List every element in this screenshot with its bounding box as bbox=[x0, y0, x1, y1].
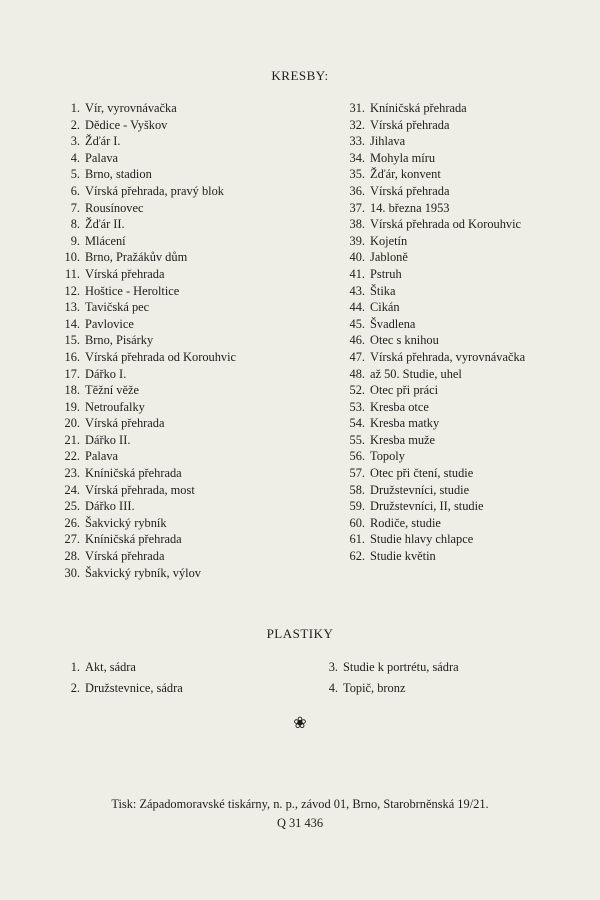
item-number: 53. bbox=[349, 399, 365, 414]
item-number: 41. bbox=[349, 266, 365, 281]
list-item bbox=[52, 183, 312, 200]
list-item bbox=[320, 515, 590, 532]
item-number: 43. bbox=[349, 283, 365, 298]
item-title: Vírská přehrada, vyrovnávačka bbox=[370, 349, 526, 364]
list-item bbox=[320, 415, 590, 432]
item-number: 11. bbox=[64, 266, 80, 281]
item-number: 6. bbox=[70, 183, 80, 198]
list-item bbox=[320, 366, 590, 383]
item-number: 62. bbox=[349, 549, 365, 564]
item-title: Vírská přehrada od Korouhvic bbox=[85, 349, 237, 364]
list-item bbox=[320, 332, 590, 349]
list-item bbox=[52, 150, 312, 167]
item-number: 59. bbox=[349, 499, 365, 514]
list-item bbox=[52, 249, 312, 266]
item-title: Rodiče, studie bbox=[370, 515, 441, 530]
list-item bbox=[52, 266, 312, 283]
list-item bbox=[52, 465, 312, 482]
item-number: 2. bbox=[70, 681, 80, 695]
item-title: Kresba otce bbox=[370, 399, 429, 414]
item-number: 40. bbox=[349, 250, 365, 265]
item-title: Otec s knihou bbox=[370, 333, 439, 348]
item-title: Dářko I. bbox=[85, 366, 127, 381]
item-title: Šakvický rybník bbox=[85, 515, 167, 530]
item-title: Vírská přehrada bbox=[85, 266, 165, 281]
item-number: 14. bbox=[64, 316, 80, 331]
item-number: 26. bbox=[64, 515, 80, 530]
list-item bbox=[320, 200, 590, 217]
item-title: Topič, bronz bbox=[343, 681, 406, 695]
item-number: 12. bbox=[64, 283, 80, 298]
list-item bbox=[52, 233, 312, 250]
list-item bbox=[320, 100, 590, 117]
list-item bbox=[52, 283, 312, 300]
item-title: Vírská přehrada bbox=[85, 416, 165, 431]
list-item bbox=[52, 216, 312, 233]
item-title: Otec při práci bbox=[370, 383, 439, 398]
item-number: 15. bbox=[64, 333, 80, 348]
item-number: 8. bbox=[70, 217, 80, 232]
item-title: Vírská přehrada bbox=[370, 183, 450, 198]
item-number: 36. bbox=[349, 183, 365, 198]
item-title: Družstevníci, studie bbox=[370, 482, 470, 497]
list-item bbox=[320, 183, 590, 200]
item-title: Kníničská přehrada bbox=[370, 101, 467, 115]
item-number: 55. bbox=[349, 432, 365, 447]
list-item bbox=[52, 366, 312, 383]
item-title: Družstevníci, II, studie bbox=[370, 499, 484, 514]
item-number: 7. bbox=[70, 200, 80, 215]
item-title: Kníničská přehrada bbox=[85, 466, 182, 481]
item-title: Žďár, konvent bbox=[370, 167, 441, 182]
list-item bbox=[52, 349, 312, 366]
imprint-line: Tisk: Západomoravské tiskárny, n. p., závod 01, Brno, Starobrněnská 19/21. bbox=[111, 797, 489, 811]
plastiky-heading: PLASTIKY bbox=[266, 626, 334, 641]
item-title: Kníničská přehrada bbox=[85, 532, 182, 547]
item-title: Brno, Pisárky bbox=[85, 333, 154, 348]
list-item bbox=[52, 565, 312, 582]
item-number: 27. bbox=[64, 532, 80, 547]
item-number: 22. bbox=[64, 449, 80, 464]
list-item bbox=[320, 283, 590, 300]
item-number: 25. bbox=[64, 499, 80, 514]
list-item bbox=[320, 498, 590, 515]
item-title: Brno, stadion bbox=[85, 167, 152, 182]
list-item bbox=[52, 117, 312, 134]
list-item bbox=[52, 332, 312, 349]
item-number: 48. bbox=[349, 366, 365, 381]
item-title: Vírská přehrada bbox=[85, 549, 165, 564]
item-number: 45. bbox=[349, 316, 365, 331]
item-number: 46. bbox=[349, 333, 365, 348]
list-item bbox=[320, 133, 590, 150]
print-code: Q 31 436 bbox=[276, 816, 324, 830]
list-item bbox=[310, 657, 459, 678]
list-item bbox=[52, 399, 312, 416]
item-title: 14. března 1953 bbox=[370, 200, 450, 215]
item-title: Mohyla míru bbox=[370, 150, 436, 165]
printer-imprint bbox=[0, 795, 600, 833]
kresby-heading: KRESBY: bbox=[271, 68, 329, 83]
list-item bbox=[52, 415, 312, 432]
list-item bbox=[52, 432, 312, 449]
item-number: 54. bbox=[349, 416, 365, 431]
list-item bbox=[52, 299, 312, 316]
item-title: Rousínovec bbox=[85, 200, 144, 215]
list-item bbox=[320, 399, 590, 416]
item-number: 30. bbox=[64, 565, 80, 580]
item-title: Žďár I. bbox=[85, 134, 121, 149]
plastiky-list-left bbox=[52, 657, 183, 699]
list-item bbox=[52, 531, 312, 548]
item-title: Studie k portrétu, sádra bbox=[343, 660, 459, 674]
list-item bbox=[320, 316, 590, 333]
item-number: 52. bbox=[349, 383, 365, 398]
list-item bbox=[52, 498, 312, 515]
item-number: 35. bbox=[349, 167, 365, 182]
item-number: 34. bbox=[349, 150, 365, 165]
item-title: Vírská přehrada od Korouhvic bbox=[370, 217, 522, 232]
item-title: Cikán bbox=[370, 300, 400, 315]
item-title: Palava bbox=[85, 150, 119, 165]
item-title: Jabloně bbox=[370, 250, 408, 265]
item-number: 39. bbox=[349, 233, 365, 248]
item-number: 23. bbox=[64, 466, 80, 481]
list-item bbox=[320, 432, 590, 449]
item-title: Brno, Pražákův dům bbox=[85, 250, 188, 265]
item-number: 58. bbox=[349, 482, 365, 497]
item-title: Družstevnice, sádra bbox=[85, 681, 183, 695]
list-item bbox=[310, 678, 459, 699]
item-number: 24. bbox=[64, 482, 80, 497]
item-title: Netroufalky bbox=[85, 399, 145, 414]
item-title: Vírská přehrada, most bbox=[85, 482, 195, 497]
list-item bbox=[52, 678, 183, 699]
list-item bbox=[52, 133, 312, 150]
item-number: 13. bbox=[64, 300, 80, 315]
item-number: 3. bbox=[328, 660, 338, 674]
item-number: 33. bbox=[349, 134, 365, 149]
item-title: Žďár II. bbox=[85, 217, 125, 232]
item-title: Topoly bbox=[370, 449, 405, 464]
item-number: 60. bbox=[349, 515, 365, 530]
list-item bbox=[320, 349, 590, 366]
item-title: Dářko II. bbox=[85, 432, 131, 447]
item-number: 38. bbox=[349, 217, 365, 232]
item-number: 4. bbox=[70, 150, 80, 165]
list-item bbox=[320, 448, 590, 465]
item-title: Vírská přehrada bbox=[370, 117, 450, 132]
item-title: Mlácení bbox=[85, 233, 126, 248]
kresby-list-left bbox=[52, 100, 312, 581]
item-number: 1. bbox=[70, 660, 80, 674]
item-number: 10. bbox=[64, 250, 80, 265]
item-title: Pavlovice bbox=[85, 316, 134, 331]
item-number: 5. bbox=[70, 167, 80, 182]
list-item bbox=[320, 249, 590, 266]
item-title: Štika bbox=[370, 283, 396, 298]
list-item bbox=[52, 382, 312, 399]
list-item bbox=[320, 531, 590, 548]
item-title: Tavičská pec bbox=[85, 300, 150, 315]
item-title: Kresba matky bbox=[370, 416, 440, 431]
list-item bbox=[320, 233, 590, 250]
item-title: Vírská přehrada, pravý blok bbox=[85, 183, 225, 198]
list-item bbox=[320, 465, 590, 482]
item-title: Hoštice - Heroltice bbox=[85, 283, 180, 298]
item-number: 4. bbox=[328, 681, 338, 695]
item-title: Studie květin bbox=[370, 549, 436, 564]
item-title: Palava bbox=[85, 449, 119, 464]
list-item bbox=[52, 657, 183, 678]
item-title: Švadlena bbox=[370, 316, 416, 331]
item-number: 1. bbox=[70, 101, 80, 115]
item-title: Kresba muže bbox=[370, 432, 436, 447]
item-number: 47. bbox=[349, 349, 365, 364]
list-item bbox=[320, 482, 590, 499]
item-title: Kojetín bbox=[370, 233, 408, 248]
item-number: 3. bbox=[70, 134, 80, 149]
list-item bbox=[320, 150, 590, 167]
list-item bbox=[320, 166, 590, 183]
item-title: Dědice - Vyškov bbox=[85, 117, 168, 132]
item-title: Těžní věže bbox=[85, 383, 139, 398]
list-item bbox=[52, 548, 312, 565]
item-number: 56. bbox=[349, 449, 365, 464]
list-item bbox=[320, 117, 590, 134]
list-item bbox=[52, 100, 312, 117]
item-title: Otec při čtení, studie bbox=[370, 466, 474, 481]
list-item bbox=[320, 266, 590, 283]
item-number: 32. bbox=[349, 117, 365, 132]
item-number: 61. bbox=[349, 532, 365, 547]
list-item bbox=[320, 548, 590, 565]
item-number: 19. bbox=[64, 399, 80, 414]
item-number: 37. bbox=[349, 200, 365, 215]
item-number: 28. bbox=[64, 549, 80, 564]
item-title: Šakvický rybník, výlov bbox=[85, 565, 201, 580]
item-number: 18. bbox=[64, 383, 80, 398]
list-item bbox=[320, 299, 590, 316]
item-number: 2. bbox=[70, 117, 80, 132]
item-title: Akt, sádra bbox=[85, 660, 136, 674]
item-number: 20. bbox=[64, 416, 80, 431]
item-number: 44. bbox=[349, 300, 365, 315]
item-title: Vír, vyrovnávačka bbox=[85, 101, 177, 115]
list-item bbox=[52, 482, 312, 499]
item-number: 9. bbox=[70, 233, 80, 248]
list-item bbox=[320, 216, 590, 233]
item-title: Studie hlavy chlapce bbox=[370, 532, 474, 547]
item-number: 57. bbox=[349, 466, 365, 481]
item-number: 17. bbox=[64, 366, 80, 381]
item-number: 16. bbox=[64, 349, 80, 364]
flower-ornament-icon: ❀ bbox=[293, 715, 307, 732]
item-title: až 50. Studie, uhel bbox=[370, 366, 462, 381]
list-item bbox=[52, 200, 312, 217]
list-item bbox=[52, 166, 312, 183]
item-number: 21. bbox=[64, 432, 80, 447]
list-item bbox=[52, 448, 312, 465]
item-title: Dářko III. bbox=[85, 499, 135, 514]
plastiky-list-right bbox=[310, 657, 459, 699]
list-item bbox=[52, 316, 312, 333]
list-item bbox=[52, 515, 312, 532]
item-title: Pstruh bbox=[370, 266, 402, 281]
list-item bbox=[320, 382, 590, 399]
item-title: Jihlava bbox=[370, 134, 406, 149]
item-number: 31. bbox=[349, 101, 365, 115]
kresby-list-right bbox=[320, 100, 590, 565]
